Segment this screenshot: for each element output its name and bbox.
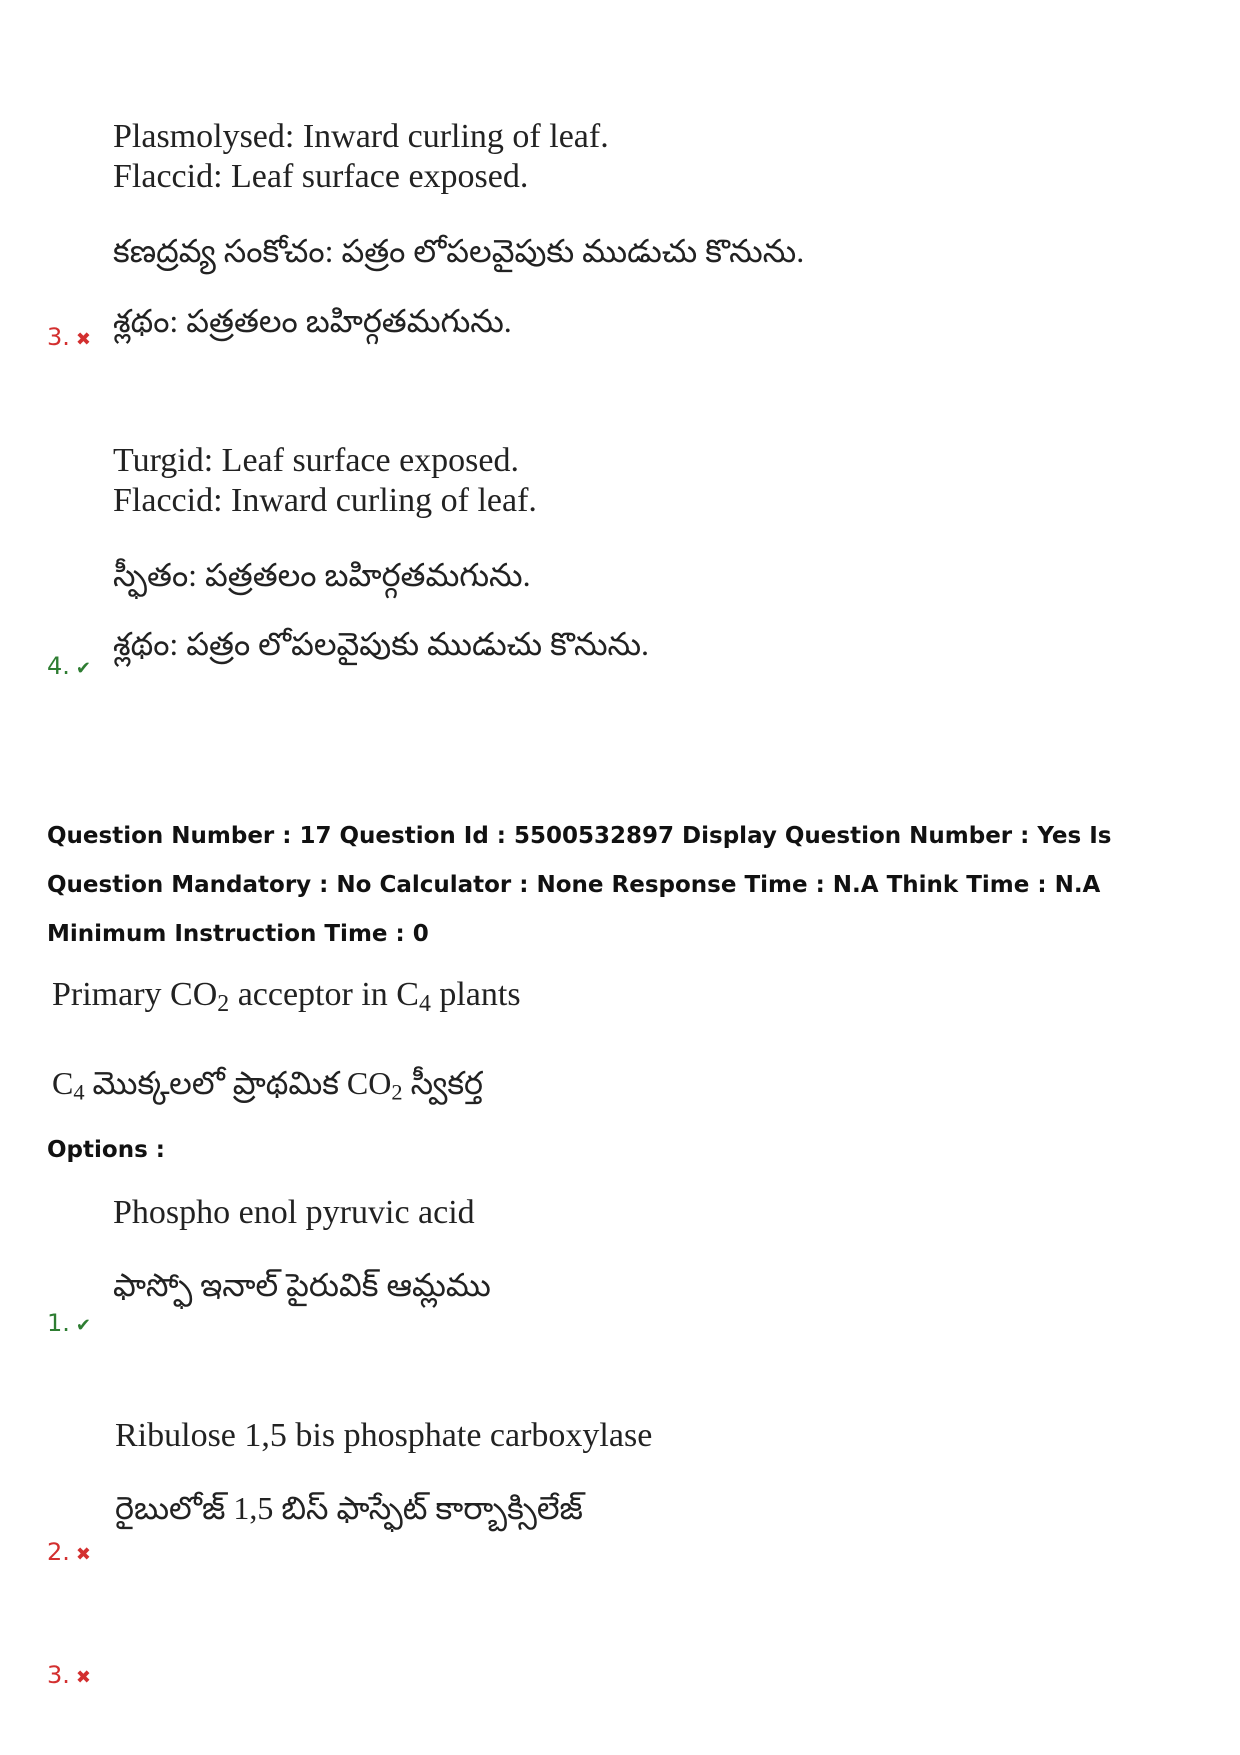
prev-option-4-telugu-line-2: శ్లథం: పత్రం లోపలవైపుకు ముడుచు కొనును. [113,626,650,662]
checkmark-icon: ✔ [75,658,91,679]
question-metadata: Question Number : 17 Question Id : 5500532897 Display Question Number : Yes Is Question Mandatory : No Calculator : None Response Time : N.A Think Time : N.A Minimum Instruction Time : 0 [47,823,1112,947]
prev-option-4-english-line-1: Turgid: Leaf surface exposed. [113,442,520,479]
option-1-marker [47,1308,91,1341]
prev-option-3-english-line-2: Flaccid: Leaf surface exposed. [113,158,529,195]
option-number: 3. [47,323,70,351]
option-2-marker [47,1537,91,1570]
question-text-telugu: $C_4$ మొక్కలలో ప్రాథమిక $CO_2$ స్వీకర్త [52,1065,484,1105]
option-1-english: Phospho enol pyruvic acid [113,1194,475,1231]
question-text-english: Primary $CO_2$ acceptor in $C_4$ plants [52,976,521,1017]
option-2-telugu: రైబులోజ్ 1,5 బిస్ ఫాస్ఫేట్ కార్బాక్సిలేజ్ [115,1490,583,1526]
cross-icon: ✖ [75,329,91,350]
option-1-telugu: ఫాస్ఫో ఇనాల్ పైరువిక్ ఆమ్లము [113,1267,491,1303]
prev-option-4-telugu-line-1: స్ఫీతం: పత్రతలం బహిర్గతమగును. [113,557,531,593]
cross-icon: ✖ [75,1544,91,1565]
option-3-marker [47,1660,91,1693]
option-number: 2. [47,1538,70,1566]
option-number: 3. [47,1661,70,1689]
prev-option-4-marker [47,651,91,684]
prev-option-3-telugu-line-1: కణద్రవ్య సంకోచం: పత్రం లోపలవైపుకు ముడుచు కొనును. [113,233,805,269]
prev-option-4-english-line-2: Flaccid: Inward curling of leaf. [113,482,537,519]
cross-icon: ✖ [75,1667,91,1688]
option-2-english: Ribulose 1,5 bis phosphate carboxylase [115,1417,653,1454]
prev-option-3-marker [47,322,91,355]
prev-option-3-telugu-line-2: శ్లథం: పత్రతలం బహిర్గతమగును. [113,303,512,339]
prev-option-3-english-line-1: Plasmolysed: Inward curling of leaf. [113,118,609,155]
option-number: 4. [47,652,70,680]
option-number: 1. [47,1309,70,1337]
checkmark-icon: ✔ [75,1315,91,1336]
options-label: Options : [47,1137,165,1163]
